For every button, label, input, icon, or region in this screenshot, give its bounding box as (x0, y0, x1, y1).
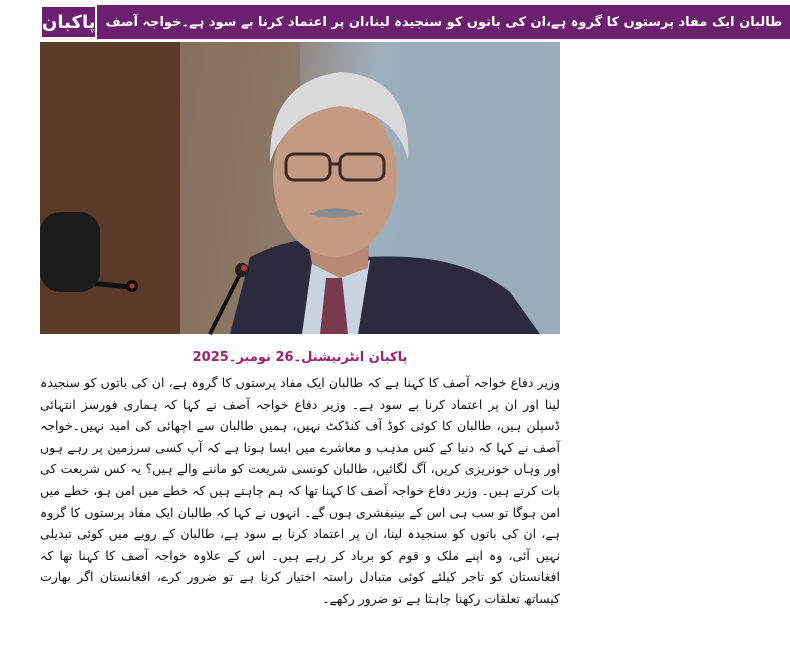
article-body: وزیر دفاع خواجہ آصف کا کہنا ہے کہ طالبان ایک مفاد پرستوں کا گروہ ہے، ان کی باتوں کو سنجیدہ لینا اور ان پر اعتماد کرنا بے سود ہے۔ وزیر دفاع خواجہ آصف نے کہا کہ ہماری فورسز انتہائی ڈسپلن ہیں، طالبان کا کوئی کوڈ آف کنڈکٹ نہیں، ہمیں طالبان سے اچھائی کی امید نہیں۔خواجہ آصف نے کہا کہ دنیا کے کس مذہب و معاشرے میں ایسا ہوتا ہے کہ آپ کسی سرزمین پر رہے ہوں اور وہاں خونریزی کریں، آگ لگائیں، طالبان کونسی شریعت کو ماننے والے ہیں؟ یہ کس شریعت کی بات کرتے ہیں۔ وزیر دفاع خواجہ آصف کا کہنا تھا کہ ہم چاہتے ہیں کہ خطے میں امن ہو، خطے میں امن ہوگا تو سب ہی اس کے بینیفشری ہوں گے۔ انہوں نے کہا کہ طالبان ایک مفاد پرستوں کا گروہ ہے، ان کی باتوں کو سنجیدہ لینا، ان پر اعتماد کرنا بے سود ہے، طالبان کے رویے میں کوئی تبدیلی نہیں آئی، وہ اپنے ملک و قوم کو برباد کر رہے ہیں۔ اس کے علاوہ خواجہ آصف کا کہنا تھا کہ افغانستان کو تاجر کیلئے کوئی متبادل راستہ اختیار کرنا ہے تو ضرور کرے، افغانستان اگر بھارت کیساتھ تعلقات رکھنا چاہتا ہے تو ضرور رکھے۔ (40, 375, 560, 606)
header-bar (40, 5, 783, 39)
speaker-portrait (40, 42, 560, 334)
news-photo (40, 42, 560, 334)
headline: طالبان ایک مفاد پرستوں کا گروہ ہے،ان کی باتوں کو سنجیدہ لینا،ان پر اعتماد کرنا بے سود ہے۔خواجہ آصف (97, 5, 790, 39)
byline-date: پاکبان انٹرنیشنل۔26 نومبر۔2025 (192, 350, 408, 365)
brand-logo: پاکبان (40, 5, 97, 39)
